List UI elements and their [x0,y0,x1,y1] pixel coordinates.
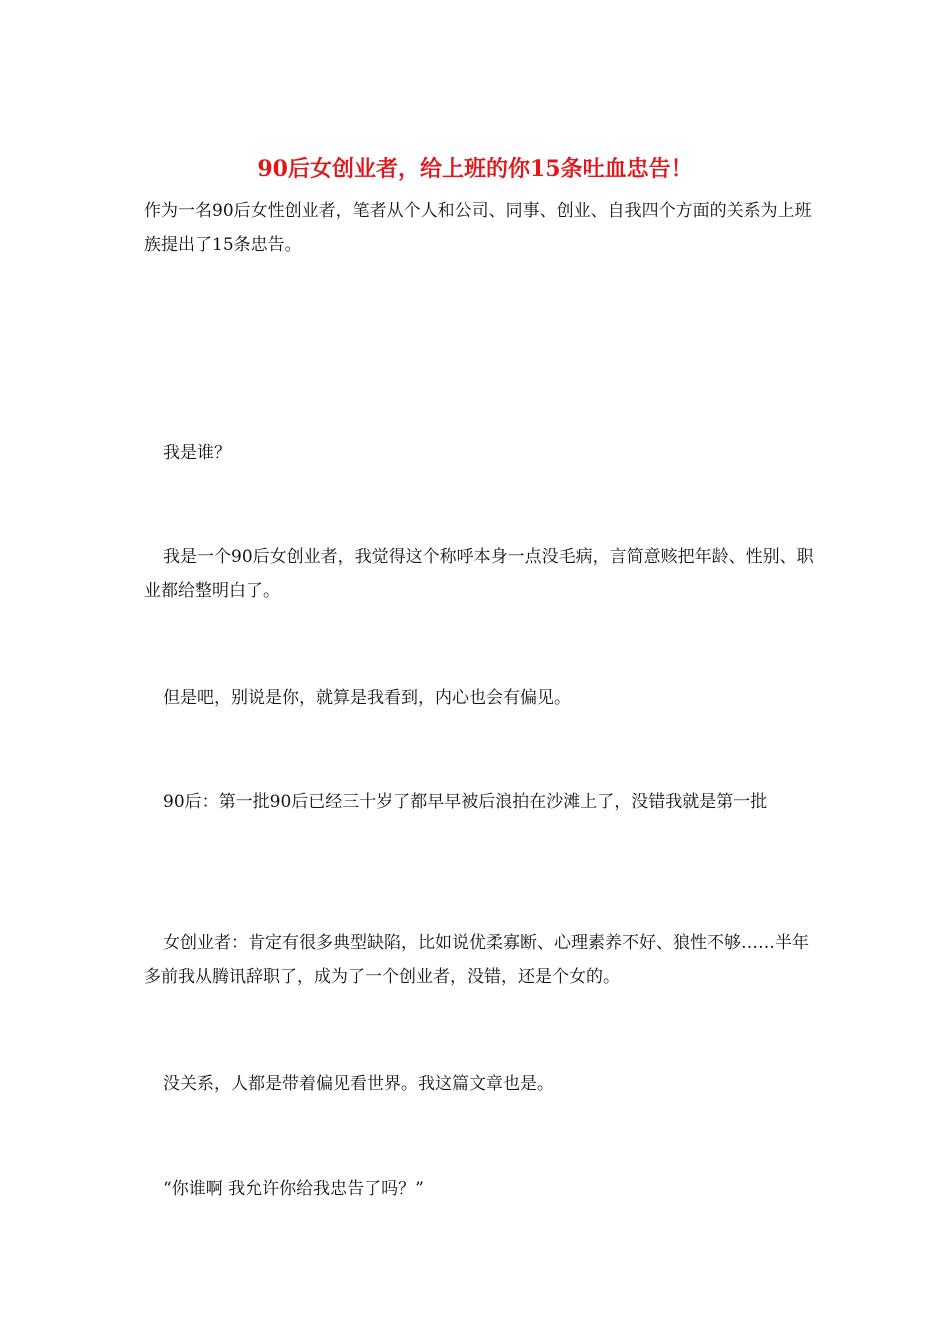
paragraph-who-am-i: 我是谁？ [163,443,231,463]
paragraph-bias: 但是吧，别说是你，就算是我看到，内心也会有偏见。 [163,688,571,708]
paragraph-quote: “你谁啊 我允许你给我忠告了吗？” [163,1179,424,1199]
intro-paragraph: 作为一名90后女性创业者，笔者从个人和公司、同事、创业、自我四个方面的关系为上班族提出了15条忠告。 [144,201,812,255]
paragraph-self-intro: 我是一个90后女创业者，我觉得这个称呼本身一点没毛病，言简意赅把年龄、性别、职业都给整明白了。 [144,547,814,601]
paragraph-post-90s: 90后：第一批90后已经三十岁了都早早被后浪拍在沙滩上了，没错我就是第一批 [163,792,768,812]
paragraph-female-founder: 女创业者：肯定有很多典型缺陷，比如说优柔寡断、心理素养不好、狼性不够……半年多前我从腾讯辞职了，成为了一个创业者，没错，还是个女的。 [144,933,809,987]
paragraph-prejudice: 没关系，人都是带着偏见看世界。我这篇文章也是。 [163,1074,554,1094]
article-title: 90后女创业者，给上班的你15条吐血忠告！ [257,156,693,182]
